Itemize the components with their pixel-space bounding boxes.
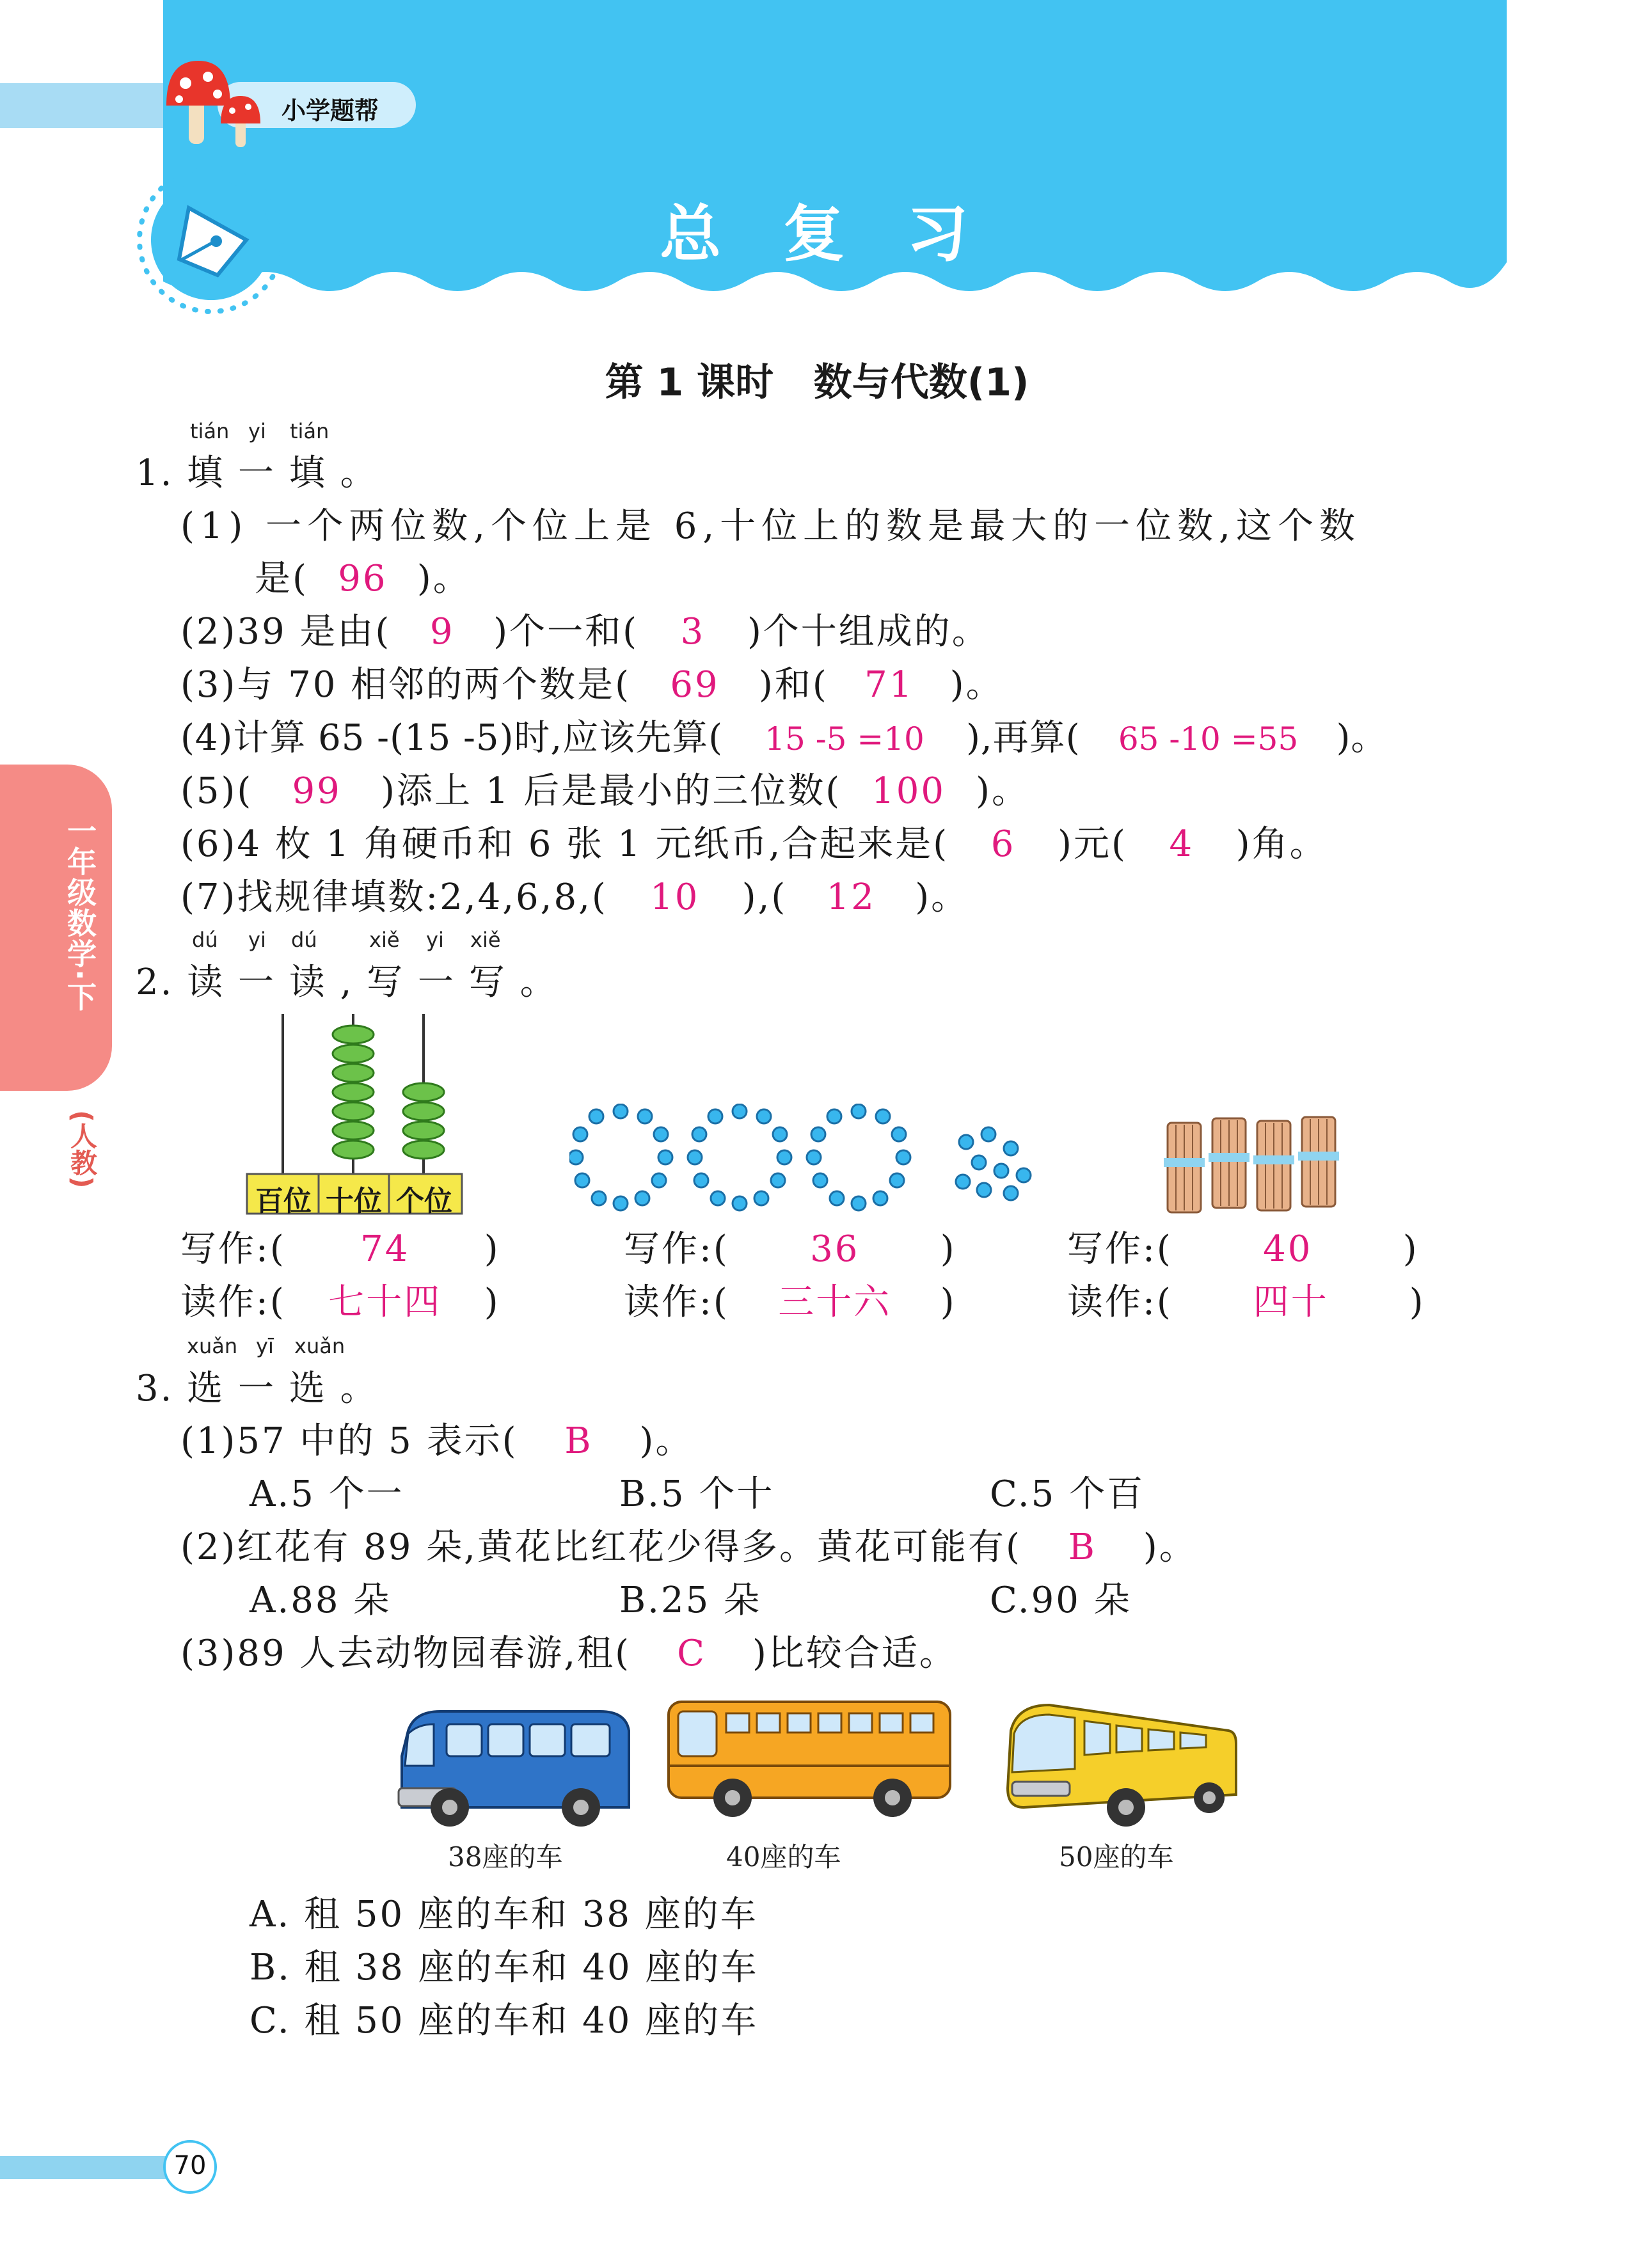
answer: 三十六 [778,1281,892,1323]
answer: 65 -10 =55 [1118,720,1299,757]
q3-item-2-option-a: A.88 朵 [250,1580,392,1621]
answer: 100 [871,770,946,812]
bus-40-seats [662,1695,956,1826]
q3-pinyin-3: xuǎn [294,1334,345,1358]
answer: 69 [670,664,720,706]
q2-write-1: 写作:( 74 ) [180,1228,500,1270]
q3-item-1-option-b: B.5 个十 [619,1473,775,1515]
answer: 74 [360,1228,410,1270]
q3-item-1-option-c: C.5 个百 [990,1473,1145,1515]
q2-pinyin-4: xiě [369,928,400,952]
q3-item-1: (1)57 中的 5 表示( B )。 [180,1420,694,1462]
answer: 四十 [1253,1281,1329,1323]
q2-read-3: 读作:( 四十 ) [1067,1281,1425,1323]
bus-caption-38: 38座的车 [448,1841,563,1873]
q3-item-3-option-b: B. 租 38 座的车和 40 座的车 [250,1947,759,1988]
page-header-title: 总 复 习 [660,198,974,270]
q2-read-2: 读作:( 三十六 ) [624,1281,956,1323]
answer: 40 [1263,1228,1313,1270]
answer: 3 [680,611,706,653]
answer: 9 [429,611,455,653]
q3-item-2-option-c: C.90 朵 [990,1580,1132,1621]
lesson-title: 第 1 课时 数与代数(1) [605,360,1029,405]
q3-item-3: (3)89 人去动物园春游,租( C )比较合适。 [180,1633,957,1674]
side-tab-edition: (人教) [67,1110,98,1189]
answer: 6 [990,823,1016,865]
q3-item-3-option-a: A. 租 50 座的车和 38 座的车 [250,1894,758,1935]
q3-item-1-option-a: A.5 个一 [250,1473,404,1515]
q2-pinyin-2: yi [248,928,266,952]
q2-pinyin-6: xiě [470,928,501,952]
q3-pinyin-1: xuǎn [187,1334,238,1358]
q2-heading: 2. 读 一 读 , 写 一 写 。 [136,962,558,1003]
q1-item-2: (2)39 是由( 9 )个一和( 3 )个十组成的。 [180,611,990,653]
q3-item-2-option-b: B.25 朵 [619,1580,762,1621]
answer: 96 [338,558,388,599]
bus-38-seats [389,1705,639,1836]
q2-write-3: 写作:( 40 ) [1067,1228,1419,1270]
answer: B [564,1420,593,1462]
bus-caption-40: 40座的车 [726,1841,841,1873]
q2-pinyin-3: dú [291,928,317,952]
q1-item-5: (5)( 99 )添上 1 后是最小的三位数( 100 )。 [180,770,1029,812]
q2-pinyin-5: yi [426,928,444,952]
q3-item-2: (2)红花有 89 朵,黄花比红花少得多。黄花可能有( B )。 [180,1527,1197,1568]
answer: 15 -5 =10 [765,720,924,757]
answer: C [677,1633,706,1674]
q2-pinyin-1: dú [192,928,218,952]
answer: 10 [650,876,700,918]
q3-item-3-option-c: C. 租 50 座的车和 40 座的车 [250,2000,759,2042]
answer: 36 [810,1228,860,1270]
q3-heading: 3. 选 一 选 。 [136,1368,378,1409]
bus-50-seats [998,1692,1241,1842]
answer: 12 [826,876,876,918]
q1-heading: 1. 填 一 填 。 [136,452,378,494]
bead-rings [569,1104,1043,1221]
mushroom-logo [160,54,275,153]
q1-item-6: (6)4 枚 1 角硬币和 6 张 1 元纸币,合起来是( 6 )元( 4 )角。 [180,823,1328,865]
q1-item-1-cont: 是( 96 )。 [255,558,471,599]
side-tab-grade: 一年级数学·下 [63,816,97,1013]
brand-name: 小学题帮 [282,97,379,125]
q2-read-1: 读作:( 七十四 ) [180,1281,500,1323]
answer: 71 [864,664,914,706]
abacus-label-hundreds: 百位 [255,1185,312,1217]
answer: 99 [292,770,342,812]
q3-pinyin-2: yī [256,1334,274,1358]
answer: 4 [1169,823,1194,865]
q1-pinyin-3: tián [290,419,329,443]
q2-write-2: 写作:( 36 ) [624,1228,956,1270]
q1-item-3: (3)与 70 相邻的两个数是( 69 )和( 71 )。 [180,664,1004,706]
answer: B [1068,1527,1097,1568]
answer: 七十四 [328,1281,442,1323]
q1-item-1: (1) 一个两位数,个位上是 6,十位上的数是最大的一位数,这个数 [180,505,1361,547]
page-number: 70 [173,2151,207,2180]
bus-caption-50: 50座的车 [1059,1841,1174,1873]
q1-pinyin-2: yi [248,419,266,443]
abacus-label-ones: 个位 [396,1185,452,1217]
q1-item-4: (4)计算 65 -(15 -5)时,应该先算( 15 -5 =10 ),再算( 65 -10 =55 )。 [180,717,1388,759]
q1-item-7: (7)找规律填数:2,4,6,8,( 10 ),( 12 )。 [180,876,969,918]
abacus-label-tens: 十位 [326,1185,382,1217]
stick-bundles [1161,1113,1353,1225]
q1-pinyin-1: tián [190,419,230,443]
